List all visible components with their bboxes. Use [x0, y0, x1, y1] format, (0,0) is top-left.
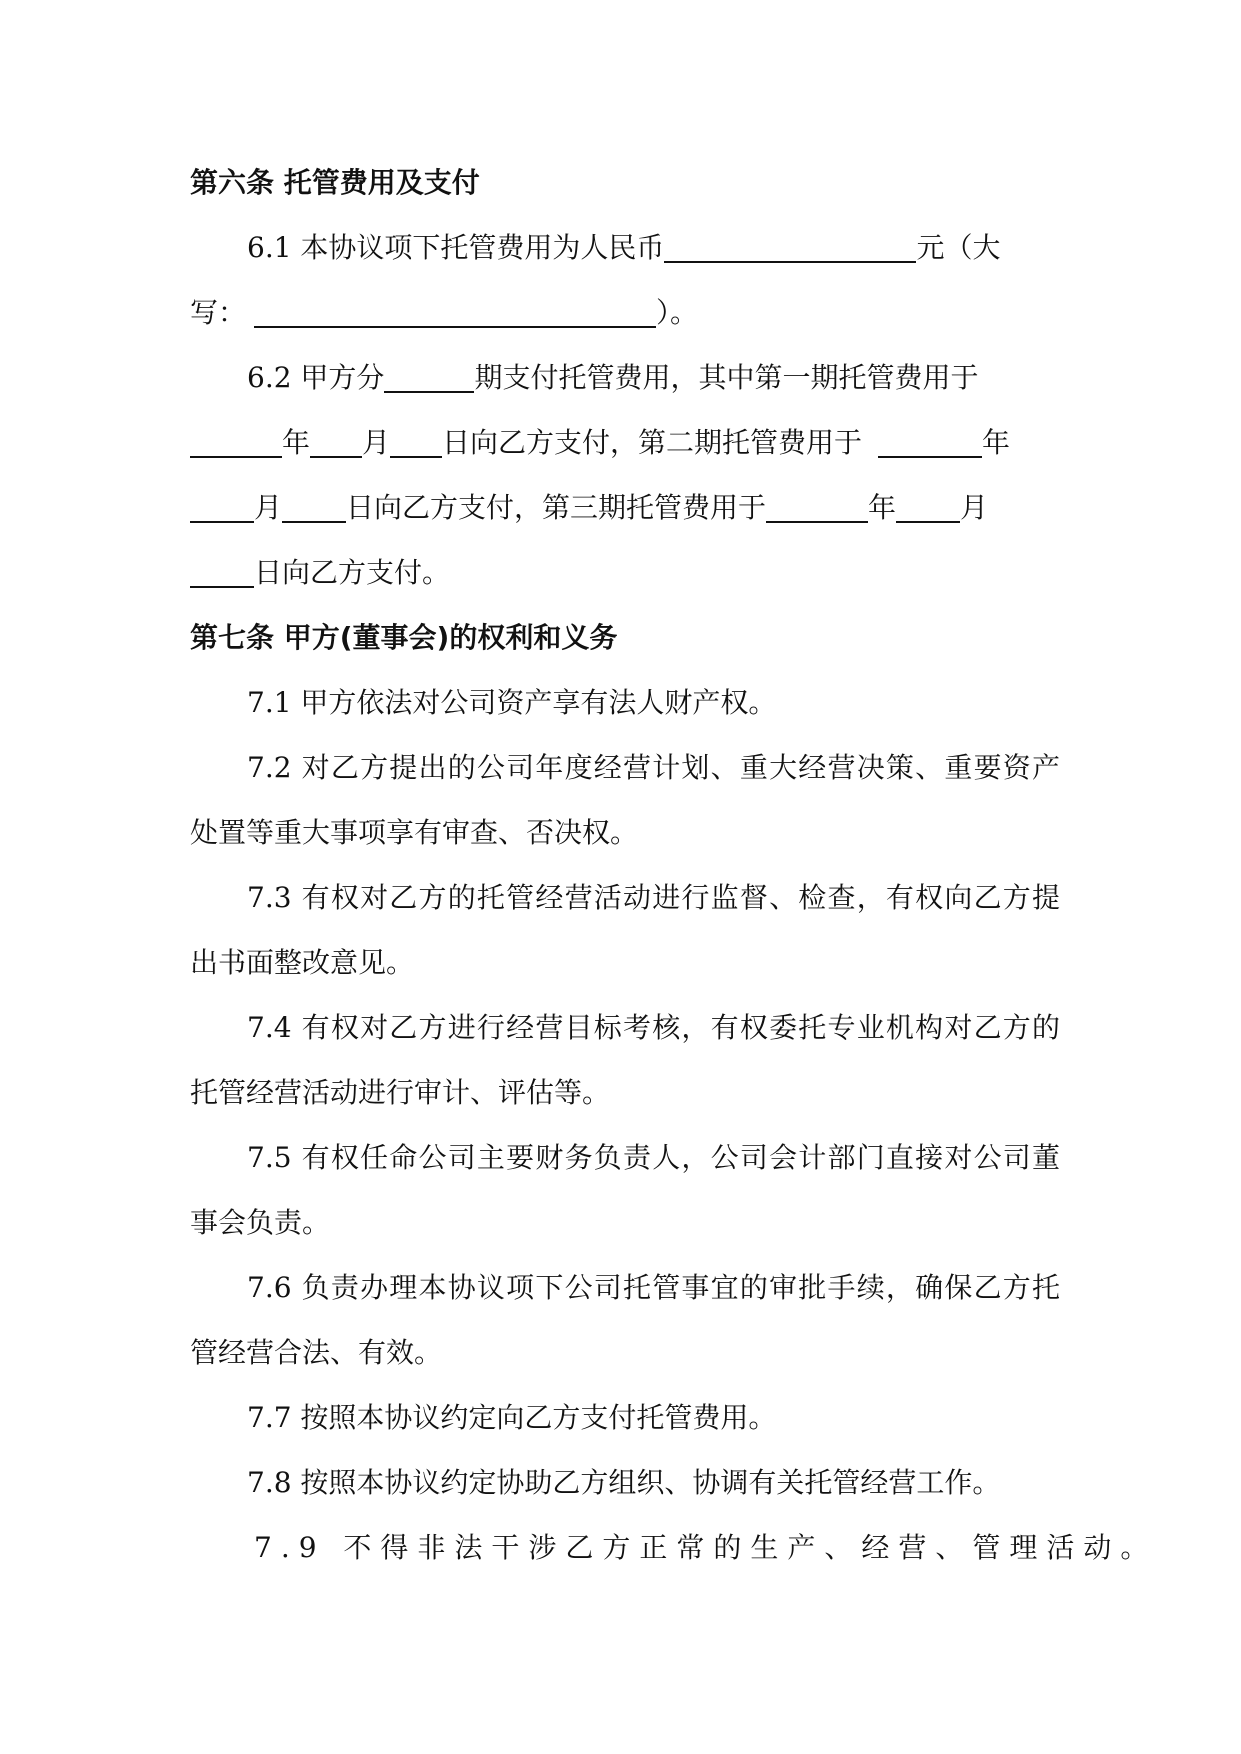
- first-day-blank[interactable]: [390, 422, 442, 458]
- first-month-blank[interactable]: [310, 422, 362, 458]
- clause-7-6-line-1: 7.6 负责办理本协议项下公司托管事宜的审批手续，确保乙方托: [247, 1271, 1060, 1304]
- third-year-blank[interactable]: [766, 487, 868, 523]
- clause-7-7: 7.7 按照本协议约定向乙方支付托管费用。: [247, 1401, 777, 1434]
- third-day-blank[interactable]: [190, 552, 254, 588]
- second-day-blank[interactable]: [282, 487, 346, 523]
- year-label: 年: [868, 491, 897, 524]
- article-7-heading: 第七条 甲方(董事会)的权利和义务: [190, 621, 618, 654]
- clause-7-3-line-2: 出书面整改意见。: [190, 946, 415, 979]
- clause-7-2-line-2: 处置等重大事项享有审查、否决权。: [190, 816, 639, 849]
- first-year-blank[interactable]: [190, 422, 282, 458]
- clause-7-6-line-2: 管经营合法、有效。: [190, 1336, 443, 1369]
- year-label: 年: [982, 426, 1011, 459]
- clause-7-5-line-2: 事会负责。: [190, 1206, 331, 1239]
- clause-7-9: 7.9 不得非法干涉乙方正常的生产、经营、管理活动。: [254, 1531, 1158, 1564]
- clause-6-1-line-1: [190, 215, 1060, 280]
- clause-7-4-line-2: 托管经营活动进行审计、评估等。: [190, 1076, 611, 1109]
- clause-6-2-line-2: [190, 410, 1060, 475]
- third-month-blank[interactable]: [896, 487, 960, 523]
- clause-6-1-text: 6.1 本协议项下托管费用为人民币: [247, 231, 665, 264]
- clause-6-1-text-end: 元（大: [916, 231, 1001, 264]
- clause-7-2-line-1: 7.2 对乙方提出的公司年度经营计划、重大经营决策、重要资产: [247, 751, 1060, 784]
- year-label: 年: [282, 426, 311, 459]
- fee-amount-blank[interactable]: [664, 227, 916, 263]
- clause-7-8: 7.8 按照本协议约定协助乙方组织、协调有关托管经营工作。: [247, 1466, 1001, 1499]
- article-6-heading: 第六条 托管费用及支付: [190, 166, 480, 199]
- installment-count-blank[interactable]: [384, 357, 474, 393]
- clause-6-2-line-1: [190, 345, 1060, 410]
- clause-6-2-text-2: 期支付托管费用，其中第一期托管费用于: [474, 361, 979, 394]
- clause-7-4-line-1: 7.4 有权对乙方进行经营目标考核，有权委托专业机构对乙方的: [247, 1011, 1060, 1044]
- second-month-blank[interactable]: [190, 487, 254, 523]
- document-page: [190, 150, 1158, 1580]
- clause-6-2-text-5: 日向乙方支付。: [254, 556, 451, 589]
- clause-6-2-text: 6.2 甲方分: [247, 361, 385, 394]
- clause-6-2-line-3: [190, 475, 1060, 540]
- clause-6-2-text-3: 日向乙方支付，第二期托管费用于: [442, 426, 863, 459]
- clause-6-1-line-2: [190, 280, 1060, 345]
- second-year-blank[interactable]: [878, 422, 982, 458]
- fee-uppercase-blank[interactable]: [254, 292, 656, 328]
- clause-7-5-line-1: 7.5 有权任命公司主要财务负责人，公司会计部门直接对公司董: [247, 1141, 1060, 1174]
- clause-6-2-line-4: [190, 540, 1060, 605]
- clause-6-1-uppercase-label: 写：: [190, 296, 247, 329]
- clause-6-1-close: ）。: [656, 296, 699, 329]
- clause-7-3-line-1: 7.3 有权对乙方的托管经营活动进行监督、检查，有权向乙方提: [247, 881, 1060, 914]
- month-label: 月: [960, 491, 989, 524]
- month-label: 月: [362, 426, 391, 459]
- clause-6-2-text-4: 日向乙方支付，第三期托管费用于: [346, 491, 767, 524]
- clause-7-1: 7.1 甲方依法对公司资产享有法人财产权。: [247, 686, 777, 719]
- month-label: 月: [254, 491, 283, 524]
